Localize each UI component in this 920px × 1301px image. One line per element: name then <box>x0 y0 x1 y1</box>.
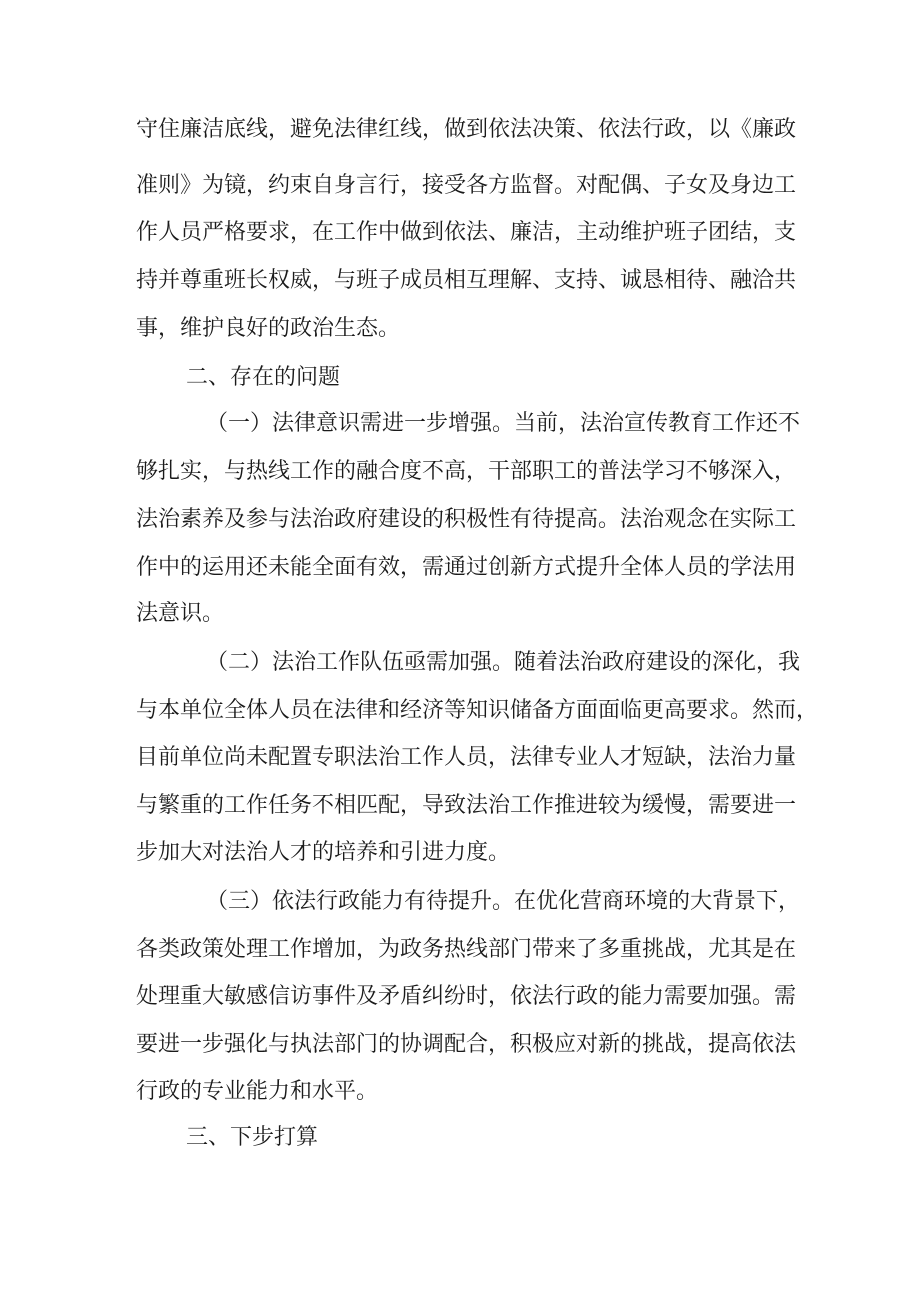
text-line: 准则》为镜，约束自身言行，接受各方监督。对配偶、子女及身边工 <box>136 173 797 198</box>
text-line: 法意识。 <box>136 601 225 626</box>
section-heading-problems: 二、存在的问题 <box>186 365 341 390</box>
text-line: （一）法律意识需进一步增强。当前，法治宣传教育工作还不 <box>206 411 801 436</box>
text-line: 事，维护良好的政治生态。 <box>136 316 401 341</box>
text-line: 各类政策处理工作增加，为政务热线部门带来了多重挑战，尤其是在 <box>136 937 797 962</box>
text-line: （三）依法行政能力有待提升。在优化营商环境的大背景下， <box>206 889 801 914</box>
text-line: 与本单位全体人员在法律和经济等知识储备方面面临更高要求。然而， <box>136 698 819 723</box>
text-line: 要进一步强化与执法部门的协调配合，积极应对新的挑战，提高依法 <box>136 1032 797 1057</box>
text-line: 步加大对法治人才的培养和引进力度。 <box>136 840 511 865</box>
text-line: 守住廉洁底线，避免法律红线，做到依法决策、依法行政，以《廉政 <box>136 117 797 142</box>
text-line: 与繁重的工作任务不相匹配，导致法治工作推进较为缓慢，需要进一 <box>136 793 797 818</box>
text-line: 作人员严格要求，在工作中做到依法、廉洁，主动维护班子团结，支 <box>136 220 797 245</box>
text-line: 目前单位尚未配置专职法治工作人员，法律专业人才短缺，法治力量 <box>136 745 797 770</box>
text-line: 行政的专业能力和水平。 <box>136 1079 379 1104</box>
text-line: 处理重大敏感信访事件及矛盾纠纷时，依法行政的能力需要加强。需 <box>136 984 797 1009</box>
section-heading-next-steps: 三、下步打算 <box>186 1125 319 1150</box>
text-line: 作中的运用还未能全面有效，需通过创新方式提升全体人员的学法用 <box>136 555 797 580</box>
text-line: 够扎实，与热线工作的融合度不高，干部职工的普法学习不够深入， <box>136 459 797 484</box>
text-line: 法治素养及参与法治政府建设的积极性有待提高。法治观念在实际工 <box>136 507 797 532</box>
text-line: 持并尊重班长权威，与班子成员相互理解、支持、诚恳相待、融洽共 <box>136 268 797 293</box>
text-line: （二）法治工作队伍亟需加强。随着法治政府建设的深化，我 <box>206 650 801 675</box>
